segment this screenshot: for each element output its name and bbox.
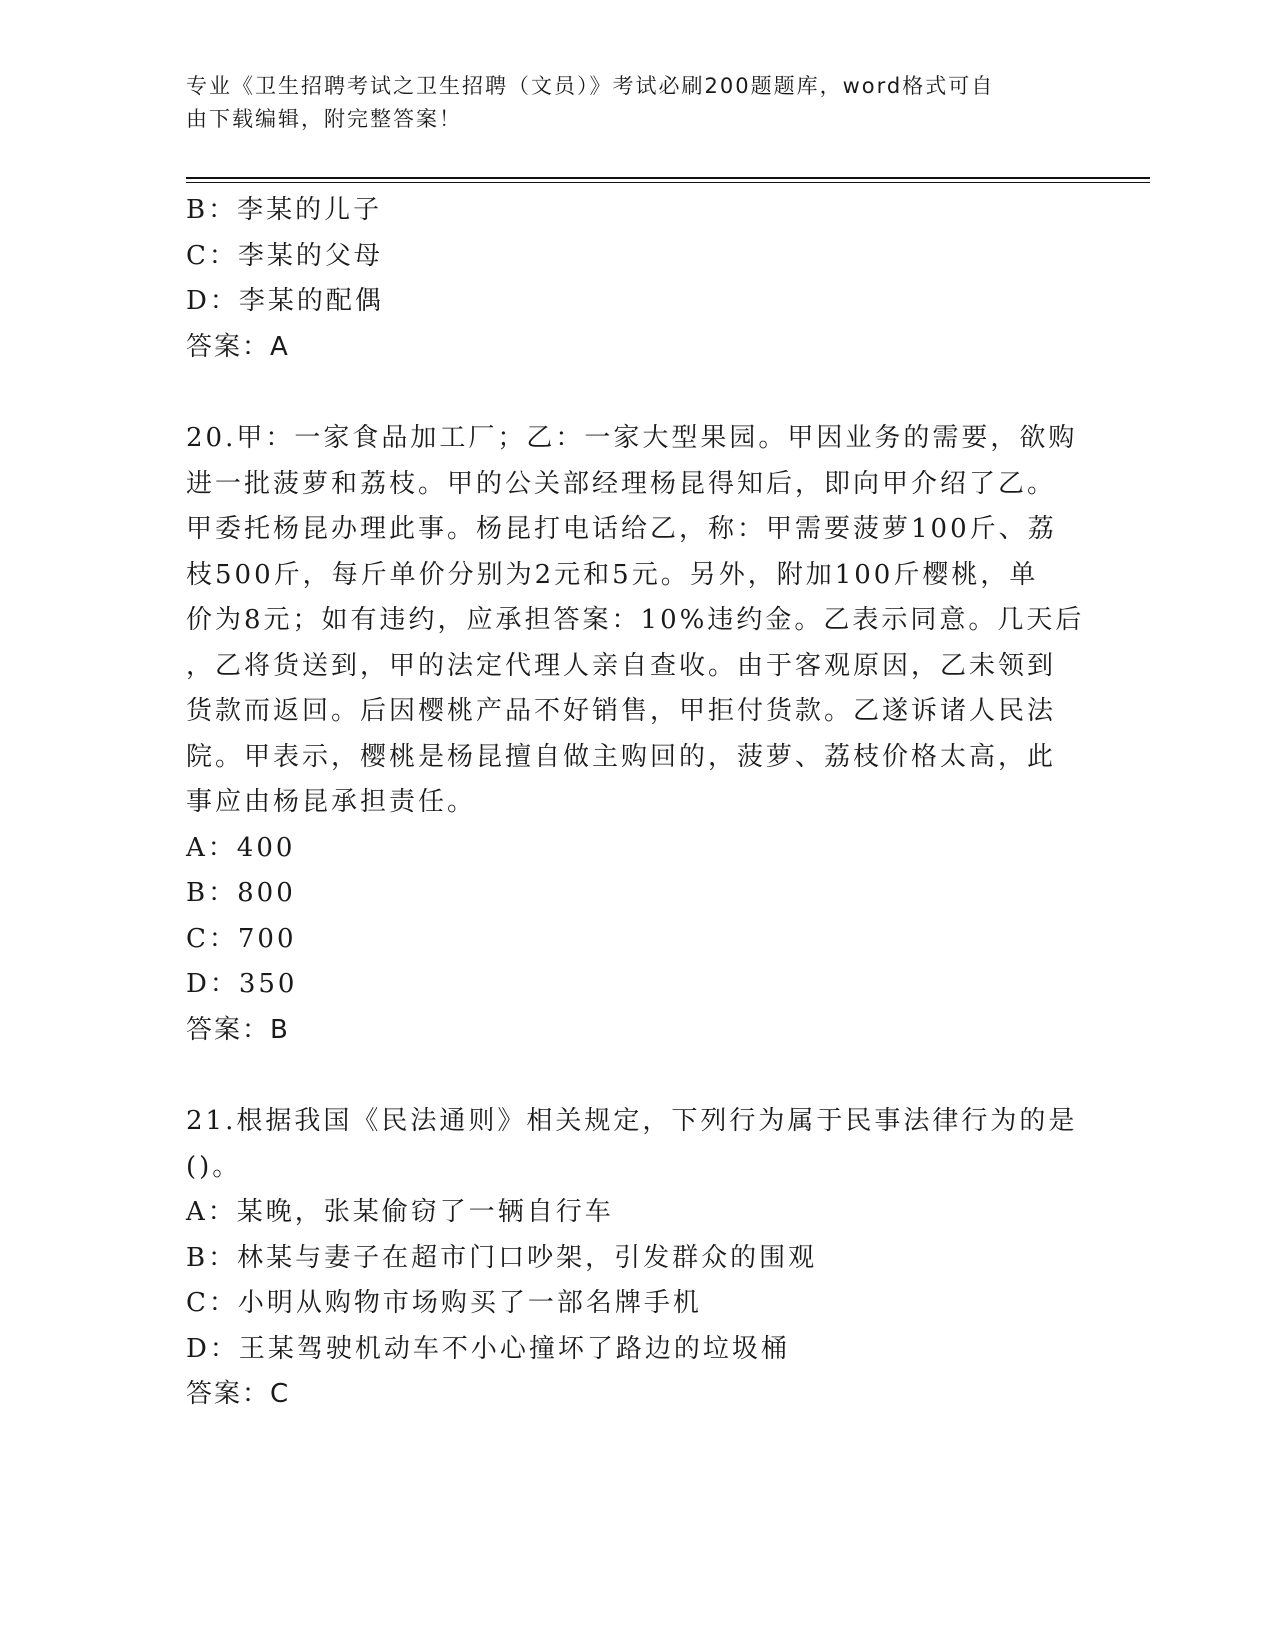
option-c: C：700 [186,923,297,954]
question-21 [186,1099,1086,1418]
header-divider-thick [186,177,1150,179]
question-stem-line: 20.甲：一家食品加工厂；乙：一家大型果园。甲因业务的需要，欲购 [186,423,1078,453]
answer-text: 答案：C [186,1379,291,1409]
option-b: B：李某的儿子 [186,195,383,225]
document-header [186,70,1086,136]
option-a: A：400 [186,832,296,863]
question-stem-line: 进一批菠萝和荔枝。甲的公关部经理杨昆得知后，即向甲介绍了乙。 [186,468,1057,499]
header-divider-thin [186,182,1150,183]
header-line-2: 由下载编辑，附完整答案！ [186,107,462,131]
question-stem-line: 枝500斤，每斤单价分别为2元和5元。另外，附加100斤樱桃，单 [186,559,1039,590]
option-b: B：800 [186,878,296,908]
question-stem-line: 甲委托杨昆办理此事。杨昆打电话给乙，称：甲需要菠萝100斤、荔 [186,514,1057,544]
question-stem-line: 事应由杨昆承担责任。 [186,787,477,817]
question-stem-line: 价为8元；如有违约，应承担答案：10%违约金。乙表示同意。几天后 [186,605,1085,635]
option-d: D：李某的配偶 [186,286,384,316]
option-c: C：小明从购物市场购买了一部名牌手机 [186,1288,702,1318]
question-stem-line: 院。甲表示，樱桃是杨昆擅自做主购回的，菠萝、荔枝价格太高，此 [186,741,1057,772]
question-19-tail [186,188,1086,370]
answer-text: 答案：A [186,331,290,362]
answer-text: 答案：B [186,1014,290,1045]
question-20 [186,416,1086,1053]
option-d: D：350 [186,969,298,999]
question-stem-line: 货款而返回。后因樱桃产品不好销售，甲拒付货款。乙遂诉诸人民法 [186,696,1057,726]
option-c: C：李某的父母 [186,240,383,271]
header-line-1: 专业《卫生招聘考试之卫生招聘（文员）》考试必刷200题题库，word格式可自 [186,74,995,98]
option-b: B：林某与妻子在超市门口吵架，引发群众的围观 [186,1242,818,1273]
option-d: D：王某驾驶机动车不小心撞坏了路边的垃圾桶 [186,1333,790,1364]
question-stem-line: ，乙将货送到，甲的法定代理人亲自查收。由于客观原因，乙未领到 [186,650,1057,681]
question-content [186,188,1086,1418]
question-stem-line: 21.根据我国《民法通则》相关规定，下列行为属于民事法律行为的是 [186,1106,1078,1136]
option-a: A：某晚，张某偷窃了一辆自行车 [186,1197,614,1227]
question-stem-line: ()。 [186,1151,242,1182]
